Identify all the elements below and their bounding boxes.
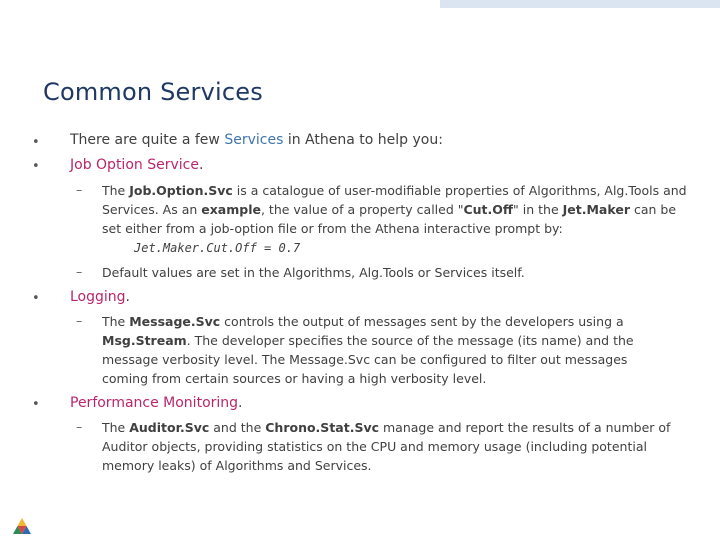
top-accent-bar [440, 0, 720, 8]
code-example: Jet.Maker.Cut.Off = 0.7 [134, 241, 301, 255]
services-highlight: Services [224, 132, 284, 148]
bullet-marker: • [32, 135, 40, 150]
dash-marker: – [76, 313, 83, 328]
dash-marker: – [76, 264, 83, 279]
bullet-marker: • [32, 159, 40, 174]
colored-triangle-logo-icon [12, 517, 32, 535]
logging-description: The Message.Svc controls the output of messages sent by the developers using a Msg.Stream. The developer specifies the source of the message (its name) and the message verbosity level. The Message.Svc can be configured to filter out messages coming from certain sources or having a high verbosity level. [102, 314, 634, 386]
intro-text: There are quite a few Services in Athena to help you: [70, 132, 443, 148]
logging-heading: Logging. [70, 289, 130, 305]
performance-heading: Performance Monitoring. [70, 395, 243, 411]
job-option-heading: Job Option Service. [70, 157, 204, 173]
dash-marker: – [76, 419, 83, 434]
performance-description: The Auditor.Svc and the Chrono.Stat.Svc manage and report the results of a number of Auditor objects, providing statistics on the CPU and memory usage (including potential memory leaks) of Algorithms and Services. [102, 420, 671, 473]
dash-marker: – [76, 182, 83, 197]
slide-title: Common Services [43, 78, 263, 106]
bullet-marker: • [32, 291, 40, 306]
bullet-marker: • [32, 397, 40, 412]
default-values-text: Default values are set in the Algorithms, Alg.Tools or Services itself. [102, 265, 525, 280]
job-option-description: The Job.Option.Svc is a catalogue of user-modifiable properties of Algorithms, Alg.Tools and Services. As an example, the value of a property called "Cut.Off" in the Jet.Maker can be set either from a job-option file or from the Athena interactive prompt by: [102, 183, 687, 236]
